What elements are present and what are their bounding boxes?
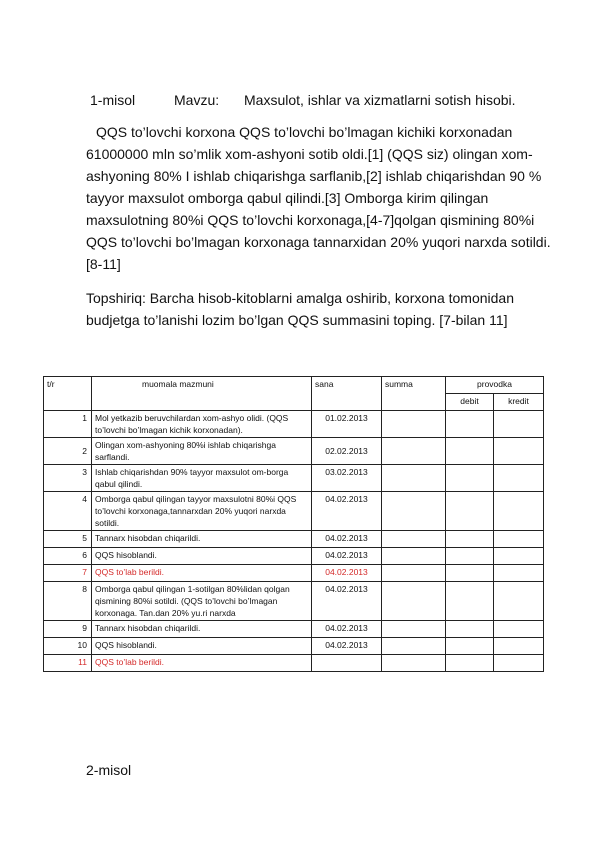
row-sum xyxy=(382,621,446,638)
row-number: 2 xyxy=(44,438,92,465)
table-row xyxy=(44,531,544,548)
row-sum xyxy=(382,638,446,655)
row-debit xyxy=(446,655,494,672)
table-row xyxy=(44,565,544,582)
table-header-row xyxy=(44,377,544,394)
topic-text: Maxsulot, ishlar va xizmatlarni sotish hisobi. xyxy=(244,92,516,108)
row-debit xyxy=(446,621,494,638)
row-kredit xyxy=(494,531,544,548)
header-sum: summa xyxy=(382,377,446,411)
header-provodka: provodka xyxy=(446,377,544,394)
row-kredit xyxy=(494,582,544,621)
row-date: 02.02.2013 xyxy=(312,438,382,465)
row-kredit xyxy=(494,565,544,582)
row-content: Omborga qabul qilingan tayyor maxsulotni 80%i QQS to’lovchi korxonaga,tannarxdan 20% yuqori narxda sotildi. xyxy=(92,492,312,531)
task-paragraph: Topshiriq: Barcha hisob-kitoblarni amalga oshirib, korxona tomonidan budjetga to’lanishi lozim bo’lgan QQS summasini toping. [7-bilan 11] xyxy=(86,290,515,328)
row-content: Omborga qabul qilingan 1-sotilgan 80%lidan qolgan qismining 80%i sotildi. (QQS to’lovchi bo’lmagan korxonaga. Tan.dan 20% yu.ri narxda xyxy=(92,582,312,621)
row-number: 4 xyxy=(44,492,92,531)
header-kredit: kredit xyxy=(494,394,544,411)
header-tr: t/r xyxy=(44,377,92,411)
row-date xyxy=(312,655,382,672)
row-content: Olingan xom-ashyoning 80%i ishlab chiqarishga sarflandi. xyxy=(92,438,312,465)
row-number: 7 xyxy=(44,565,92,582)
row-sum xyxy=(382,582,446,621)
row-number: 3 xyxy=(44,465,92,492)
row-content: QQS hisoblandi. xyxy=(92,548,312,565)
row-debit xyxy=(446,531,494,548)
row-sum xyxy=(382,548,446,565)
row-date: 04.02.2013 xyxy=(312,492,382,531)
row-kredit xyxy=(494,655,544,672)
row-sum xyxy=(382,465,446,492)
table-row xyxy=(44,638,544,655)
header-debit: debit xyxy=(446,394,494,411)
row-debit xyxy=(446,565,494,582)
table-row xyxy=(44,438,544,465)
row-content: Tannarx hisobdan chiqarildi. xyxy=(92,531,312,548)
example-title xyxy=(90,92,516,108)
row-sum xyxy=(382,492,446,531)
row-debit xyxy=(446,465,494,492)
row-content: QQS to’lab berildi. xyxy=(92,655,312,672)
table-row xyxy=(44,621,544,638)
row-date: 04.02.2013 xyxy=(312,638,382,655)
row-kredit xyxy=(494,465,544,492)
next-example-heading: 2-misol xyxy=(86,762,132,778)
problem-paragraph: QQS to’lovchi korxona QQS to’lovchi bo’lmagan kichiki korxonadan 61000000 mln so’mlik xom-ashyoni sotib oldi.[1] (QQS siz) olingan xom-ashyoning 80% I ishlab chiqarishga sarflanib,[2] ishlab chiqarishdan 90 % tayyor maxsulot omborga qabul qilindi.[3] Omborga kirim qilingan maxsulotning 80%i QQS to’lovchi korxonaga,[4-7]qolgan qismining 80%i QQS to’lovchi bo’lmagan korxonaga tannarxidan 20% yuqori narxda sotildi.[8-11] xyxy=(86,124,551,272)
table-row xyxy=(44,548,544,565)
row-kredit xyxy=(494,621,544,638)
row-date: 04.02.2013 xyxy=(312,565,382,582)
row-date: 01.02.2013 xyxy=(312,411,382,438)
row-date: 04.02.2013 xyxy=(312,621,382,638)
row-number: 11 xyxy=(44,655,92,672)
row-sum xyxy=(382,411,446,438)
example-number: 1-misol xyxy=(90,92,136,108)
row-content: Ishlab chiqarishdan 90% tayyor maxsulot om-borga qabul qilindi. xyxy=(92,465,312,492)
row-sum xyxy=(382,655,446,672)
table-row xyxy=(44,582,544,621)
transactions-table xyxy=(43,376,544,672)
row-sum xyxy=(382,565,446,582)
table-row xyxy=(44,655,544,672)
row-number: 9 xyxy=(44,621,92,638)
row-kredit xyxy=(494,492,544,531)
row-kredit xyxy=(494,411,544,438)
row-sum xyxy=(382,531,446,548)
mavzu-label: Mavzu: xyxy=(174,92,220,108)
table-row xyxy=(44,411,544,438)
table-row xyxy=(44,465,544,492)
row-debit xyxy=(446,492,494,531)
row-content: QQS to’lab berildi. xyxy=(92,565,312,582)
header-date: sana xyxy=(312,377,382,411)
row-sum xyxy=(382,438,446,465)
row-number: 6 xyxy=(44,548,92,565)
row-number: 8 xyxy=(44,582,92,621)
header-content: muomala mazmuni xyxy=(92,377,312,411)
row-number: 1 xyxy=(44,411,92,438)
row-kredit xyxy=(494,548,544,565)
row-date: 04.02.2013 xyxy=(312,531,382,548)
row-content: Tannarx hisobdan chiqarildi. xyxy=(92,621,312,638)
row-kredit xyxy=(494,638,544,655)
row-number: 10 xyxy=(44,638,92,655)
table-row xyxy=(44,492,544,531)
row-kredit xyxy=(494,438,544,465)
row-number: 5 xyxy=(44,531,92,548)
row-date: 03.02.2013 xyxy=(312,465,382,492)
row-content: QQS hisoblandi. xyxy=(92,638,312,655)
row-debit xyxy=(446,582,494,621)
row-debit xyxy=(446,438,494,465)
row-debit xyxy=(446,548,494,565)
row-debit xyxy=(446,638,494,655)
row-date: 04.02.2013 xyxy=(312,548,382,565)
row-debit xyxy=(446,411,494,438)
row-date: 04.02.2013 xyxy=(312,582,382,621)
row-content: Mol yetkazib beruvchilardan xom-ashyo olidi. (QQS to’lovchi bo’lmagan kichik korxonadan). xyxy=(92,411,312,438)
